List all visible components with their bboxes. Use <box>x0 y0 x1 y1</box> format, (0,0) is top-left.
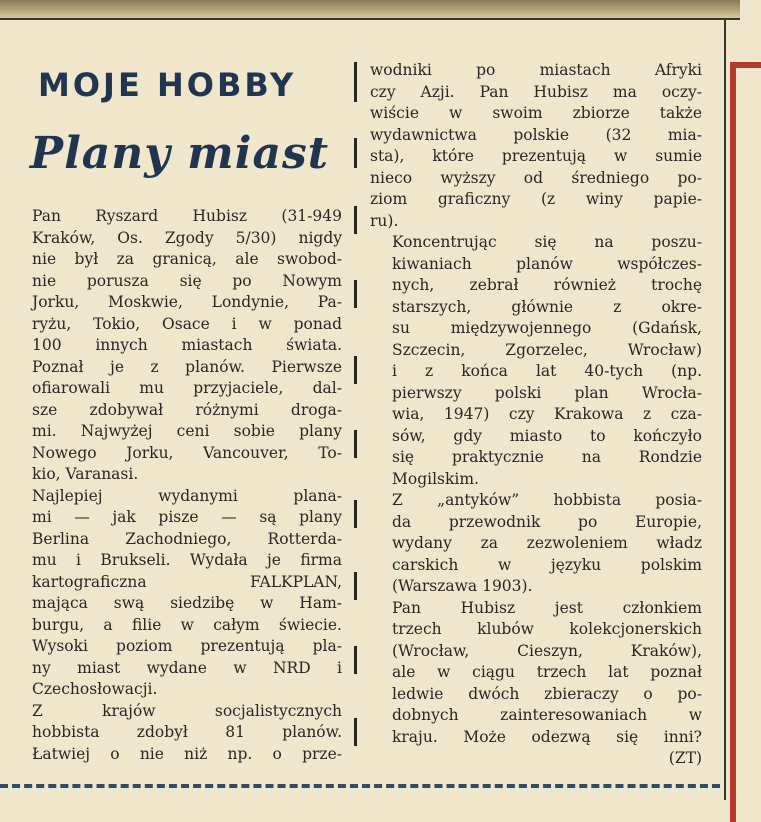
column-separator <box>354 138 357 168</box>
article-column-left <box>10 206 342 765</box>
photo-edge-strip <box>0 0 740 20</box>
paragraph: wodniki po miastach Afryki czy Azji. Pan Hubisz ma oczy- wiście w swoim zbiorze także wydawnictwa polskie (32 mia- sta), które prezentują w sumie nieco wyższy od średniego po- ziom graficzny (z winy papie- ru). <box>370 61 702 230</box>
paragraph: Pan Ryszard Hubisz (31-949 Kraków, Os. Zgody 5/30) nigdy nie był za granicą, ale swobod- nie porusza się po Nowym Jorku, Moskwie, Londynie, Pa- ryżu, Tokio, Osace i w ponad 100 innych miastach świata. Poznał je z planów. Pierwsze ofiarowali mu przyjaciele, dal- sze zdobywał różnymi droga- mi. Najwyżej ceni sobie plany Nowego Jorku, Vancouver, To- kio, Varanasi. <box>32 207 342 483</box>
adjacent-article-frame <box>730 62 761 822</box>
column-separator <box>354 280 357 308</box>
paragraph: Z „antyków” hobbista posia- da przewodnik po Europie, wydany za zezwoleniem władz carskich w języku polskim (Warszawa 1903). <box>392 491 702 595</box>
column-separator <box>354 646 357 674</box>
column-separator <box>354 718 357 746</box>
paragraph: Z krajów socjalistycznych hobbista zdobył 81 planów. Łatwiej o nie niż np. o prze- <box>32 701 342 763</box>
section-kicker: MOJE HOBBY <box>38 66 297 104</box>
paragraph: Najlepiej wydanymi plana- mi — jak pisze — są plany Berlina Zachodniego, Rotterda- mu i Brukseli. Wydała je firma kartograficzna FALKPLAN, mająca swą siedzibę w Ham- burgu, a filie w całym świecie. Wysoki poziom prezentują pla- ny miast wydane w NRD i Czechosłowacji. <box>32 486 342 698</box>
paragraph: Pan Hubisz jest członkiem trzech klubów kolekcjonerskich (Wrocław, Cieszyn, Kraków), ale w ciągu trzech lat poznał ledwie dwóch zbieraczy o po- dobnych zainteresowaniach w kraju. Może odezwą się inni? (ZT) <box>370 598 702 770</box>
author-signature: (ZT) <box>668 749 702 767</box>
paragraph: Koncentrując się na poszu- kiwaniach planów współczes- nych, zebrał również trochę starszych, głównie z okre- su międzywojennego (Gdańsk, Szczecin, Zgorzelec, Wrocław) i z końca lat 40-tych (np. pierwszy polski plan Wrocła- wia, 1947) czy Krakowa z cza- sów, gdy miasto to kończyło się praktycznie na Rondzie Mogilskim. <box>392 233 702 488</box>
column-separator <box>354 500 357 528</box>
column-separator <box>354 572 357 600</box>
column-separator <box>354 430 357 458</box>
article-column-right <box>370 60 702 770</box>
column-separator <box>354 62 357 102</box>
article-title: Plany miast <box>30 128 330 179</box>
column-separator <box>354 206 357 234</box>
bottom-dashed-rule <box>0 784 720 788</box>
column-separator <box>354 356 357 384</box>
